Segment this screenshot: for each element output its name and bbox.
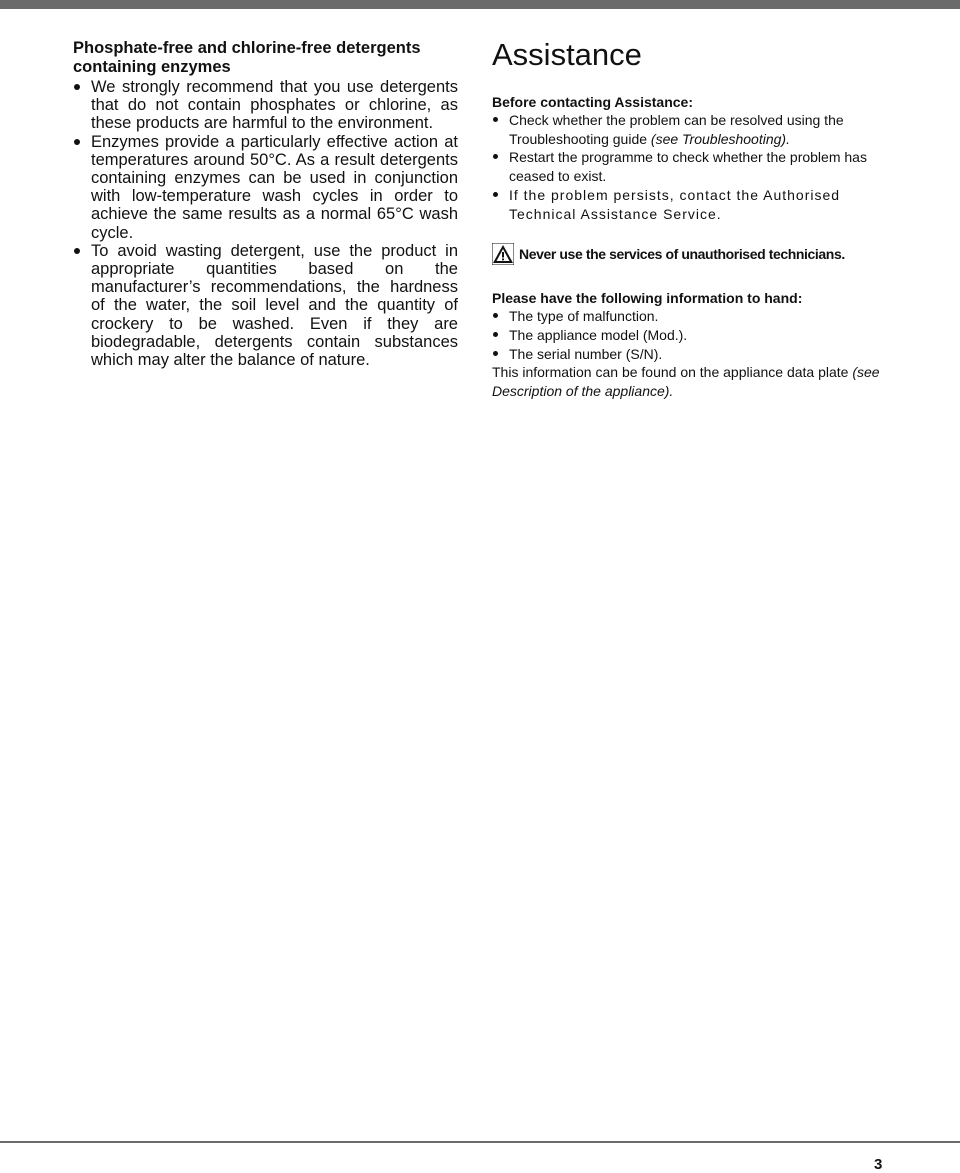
list-item-text: The appliance model (Mod.). xyxy=(509,326,688,343)
bullet-dot xyxy=(493,192,498,197)
list-item xyxy=(492,345,887,364)
bullet-dot xyxy=(493,351,498,356)
list-item xyxy=(492,326,887,345)
right-column xyxy=(492,38,887,401)
data-plate-note xyxy=(492,363,887,400)
page-title: Assistance xyxy=(492,37,642,72)
before-contacting-list xyxy=(492,111,887,223)
bullet-dot xyxy=(493,313,498,318)
warning-triangle-icon xyxy=(492,243,514,265)
list-item-text: Restart the programme to check whether the problem has ceased to exist. xyxy=(509,149,867,185)
list-item xyxy=(492,148,887,185)
top-rule xyxy=(0,0,960,9)
list-item xyxy=(73,78,458,133)
list-item-text: Enzymes provide a particularly effective action at temperatures around 50°C. As a result detergents containing enzymes can be used in conjunction with low-temperature wash cycles in order to achieve the same results as a normal 65°C wash cycle. xyxy=(91,132,458,242)
bottom-rule xyxy=(0,1141,960,1143)
description-reference: (see Description of the appliance). xyxy=(492,364,880,400)
bullet-dot xyxy=(493,117,498,122)
bullet-dot xyxy=(493,154,498,159)
list-item-text: Check whether the problem can be resolved using the Troubleshooting guide xyxy=(509,112,844,147)
info-heading: Please have the following information to hand: xyxy=(492,290,803,307)
warning-text: Never use the services of unauthorised technicians. xyxy=(519,246,845,263)
info-list xyxy=(492,307,887,363)
list-item xyxy=(73,242,458,369)
list-item-text: The serial number (S/N). xyxy=(509,345,663,362)
list-item-text: If the problem persists, contact the Authorised Technical Assistance Service. xyxy=(509,186,841,222)
list-item-text: To avoid wasting detergent, use the product in appropriate quantities based on the manufacturer’s recommendations, the hardness of the water, the soil level and the quantity of crockery to be washed. Even if they are biodegradable, detergents contain substances which may alter the balance of nature. xyxy=(91,241,458,370)
warning-notice xyxy=(492,243,887,265)
detergent-tips-list xyxy=(73,78,458,369)
list-item xyxy=(492,307,887,326)
bullet-dot xyxy=(493,332,498,337)
bullet-dot xyxy=(74,84,80,90)
list-item xyxy=(492,111,887,148)
troubleshooting-reference: (see Troubleshooting). xyxy=(650,130,790,147)
list-item-text: We strongly recommend that you use detergents that do not contain phosphates or chlorine, as these products are harmful to the environment. xyxy=(91,78,458,133)
section-heading-detergents: Phosphate-free and chlorine-free detergents containing enzymes xyxy=(73,39,421,76)
bullet-dot xyxy=(74,139,80,145)
data-plate-note-text: This information can be found on the appliance data plate xyxy=(492,364,853,381)
list-item-text: The type of malfunction. xyxy=(509,308,659,325)
left-column xyxy=(73,39,458,369)
bullet-dot xyxy=(74,248,80,254)
list-item xyxy=(73,133,458,242)
before-contacting-heading: Before contacting Assistance: xyxy=(492,94,693,110)
page-number: 3 xyxy=(874,1156,883,1173)
list-item xyxy=(492,186,887,223)
